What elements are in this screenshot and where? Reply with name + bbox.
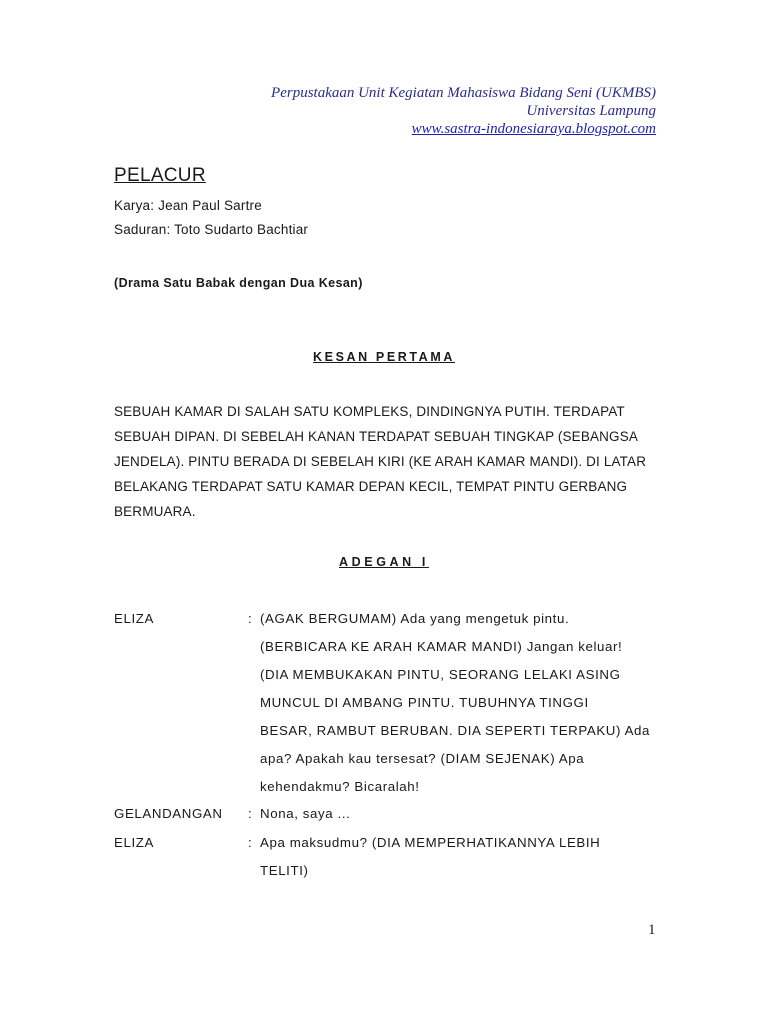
speaker-colon: :: [248, 611, 253, 626]
play-subtitle: (Drama Satu Babak dengan Dua Kesan): [114, 276, 363, 290]
speaker-name: ELIZA: [114, 611, 154, 626]
setting-line: SEBUAH KAMAR DI SALAH SATU KOMPLEKS, DINDINGNYA PUTIH. TERDAPAT: [114, 404, 625, 419]
dialogue-text: [260, 806, 660, 834]
speaker-name: GELANDANGAN: [114, 806, 223, 821]
dialogue-line: BESAR, RAMBUT BERUBAN. DIA SEPERTI TERPAKU) Ada: [260, 723, 651, 738]
dialogue-line: apa? Apakah kau tersesat? (DIAM SEJENAK) Apa: [260, 751, 585, 766]
speaker-colon: :: [248, 835, 253, 850]
adaptation-line: Saduran: Toto Sudarto Bachtiar: [114, 222, 309, 237]
stage-setting: [114, 399, 659, 524]
header-university: Universitas Lampung: [526, 103, 656, 119]
act-heading: ADEGAN I: [339, 555, 429, 569]
dialogue-text: [260, 611, 660, 807]
library-header: [271, 84, 656, 138]
dialogue-line: MUNCUL DI AMBANG PINTU. TUBUHNYA TINGGI: [260, 695, 589, 710]
dialogue-line: Apa maksudmu? (DIA MEMPERHATIKANNYA LEBIH: [260, 835, 601, 850]
dialogue-line: (BERBICARA KE ARAH KAMAR MANDI) Jangan keluar!: [260, 639, 623, 654]
play-title: PELACUR: [114, 165, 206, 186]
setting-line: BELAKANG TERDAPAT SATU KAMAR DEPAN KECIL, TEMPAT PINTU GERBANG: [114, 479, 628, 494]
dialogue-text: [260, 835, 660, 891]
author-line: Karya: Jean Paul Sartre: [114, 198, 262, 213]
dialogue-line: kehendakmu? Bicaralah!: [260, 779, 420, 794]
dialogue-line: (DIA MEMBUKAKAN PINTU, SEORANG LELAKI ASING: [260, 667, 621, 682]
header-website-link[interactable]: www.sastra-indonesiaraya.blogspot.com: [411, 121, 656, 137]
dialogue-line: TELITI): [260, 863, 309, 878]
scene-heading: KESAN PERTAMA: [313, 350, 455, 364]
dialogue-line: (AGAK BERGUMAM) Ada yang mengetuk pintu.: [260, 611, 570, 626]
setting-line: JENDELA). PINTU BERADA DI SEBELAH KIRI (KE ARAH KAMAR MANDI). DI LATAR: [114, 454, 647, 469]
header-institution: Perpustakaan Unit Kegiatan Mahasiswa Bidang Seni (UKMBS): [271, 85, 656, 101]
speaker-colon: :: [248, 806, 253, 821]
page-number: 1: [648, 922, 656, 938]
dialogue-line: Nona, saya ...: [260, 806, 351, 821]
speaker-name: ELIZA: [114, 835, 154, 850]
setting-line: BERMUARA.: [114, 504, 196, 519]
setting-line: SEBUAH DIPAN. DI SEBELAH KANAN TERDAPAT SEBUAH TINGKAP (SEBANGSA: [114, 429, 638, 444]
